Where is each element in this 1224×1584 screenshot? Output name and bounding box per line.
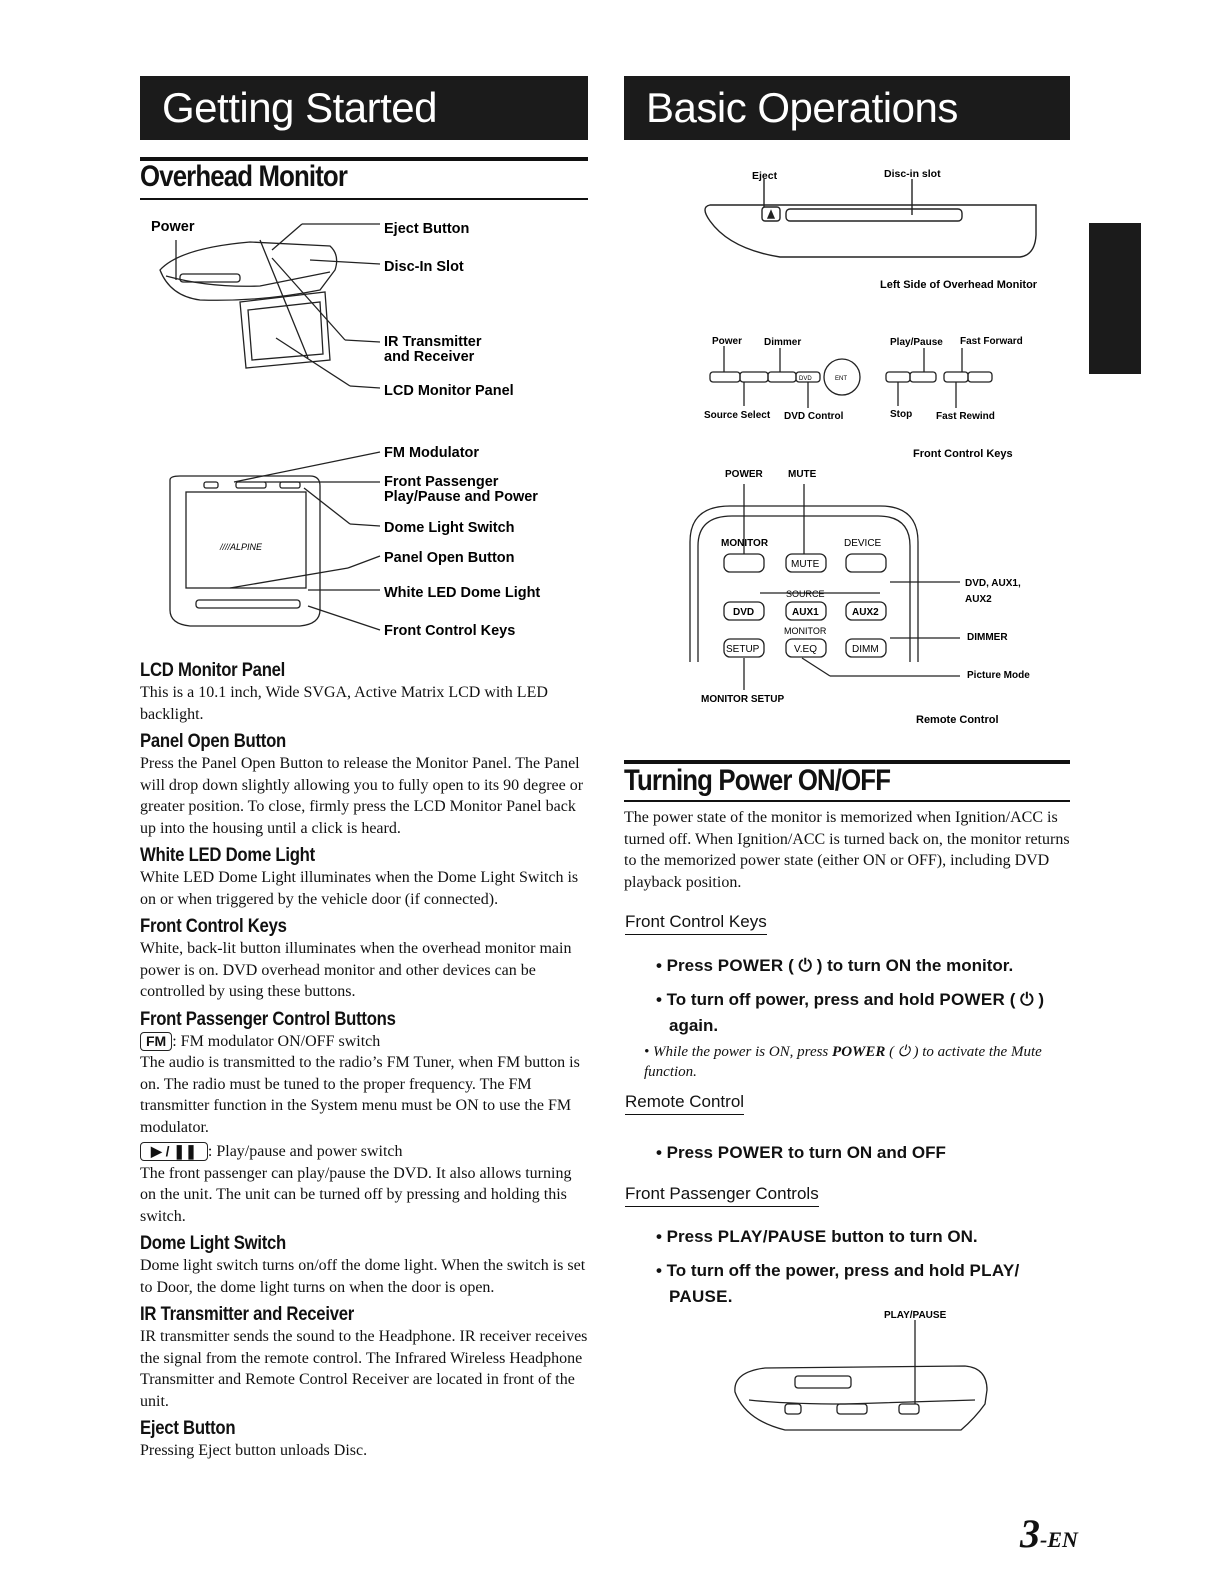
front-fast-forward-label: Fast Forward [960,336,1023,347]
side-tab [1089,223,1141,374]
power-note-key: POWER [832,1044,886,1060]
bullet-power-off-key: POWER [939,990,1006,1009]
bullet-play-pause-on [656,1224,1076,1250]
ent-btn-label: ENT [835,376,847,382]
bullet-pp-on-pre: • Press [656,1227,718,1246]
front-power-label: Power [712,336,743,347]
remote-mute-btn: MUTE [791,559,820,570]
front-passenger-label: Front Passenger [384,474,499,490]
panel-open-button-label: Panel Open Button [384,550,515,566]
dome-light-heading: Dome Light Switch [140,1233,286,1254]
bullet-pp-off-key: PLAY/ [969,1261,1020,1280]
power-glyph-icon: ( ⏻ ) [783,956,828,975]
front-keys-caption: Front Control Keys [913,448,1013,460]
remote-mute-top: MUTE [788,469,817,480]
front-stop-label: Stop [890,409,913,420]
page-number-suffix: -EN [1040,1527,1078,1552]
remote-dvd-btn: DVD [733,607,755,618]
white-led-text: White LED Dome Light illuminates when the Dome Light Switch is on or when triggered by the vehicle door (if connected). [140,869,579,908]
page-number-digit: 3 [1020,1511,1040,1556]
front-passenger-heading: Front Passenger Control Buttons [140,1008,396,1030]
bullet-power-on-key: POWER [717,956,784,975]
bullet-power-on-post: to turn ON the monitor. [827,956,1014,975]
bullet-power-on [656,953,1076,979]
lcd-monitor-panel-text: This is a 10.1 inch, Wide SVGA, Active Matrix LCD with LED backlight. [140,684,548,723]
monitor-housing [160,242,337,300]
front-control-keys-heading: Front Control Keys [140,916,287,937]
remote-setup-btn: SETUP [726,644,760,655]
bullet-power-on-pre: • Press [656,956,718,975]
remote-aux1-btn: AUX1 [792,607,819,618]
remote-monitor-setup-label: MONITOR SETUP [701,694,785,705]
front-dvd-control-label: DVD Control [784,411,844,422]
panel-open-button-text: Press the Panel Open Button to release the Monitor Panel. The Panel will drop down slightly allowing you to fully open to its 90 degree or greater position. To close, firmly press the LCD Monitor Panel back up into the housing until a click is heard. [140,755,584,837]
panel-open-button-heading: Panel Open Button [140,731,286,752]
bullet-power-off-pre: • To turn off power, press and hold [656,990,940,1009]
left-side-diagram [690,165,1070,300]
monitor-side-diagram [140,210,600,410]
bullet-remote-power [656,1140,1076,1166]
bullet-pp-off-pre: • To turn off the power, press and hold [656,1261,970,1280]
play-pause-chip: ▶ / ❚❚ [140,1142,208,1161]
remote-veq-btn: V.EQ [794,644,817,655]
remote-control-diagram [690,462,1070,732]
turning-power-title: Turning Power ON/OFF [624,764,891,797]
front-passenger-label-2: Play/Pause and Power [384,489,538,505]
front-control-keys-subheading: Front Control Keys [625,912,767,935]
fm-switch-line [140,1031,590,1053]
remote-monitor-label: MONITOR [721,538,769,549]
brand-logo: ////ALPINE [220,542,263,552]
turning-power-intro: The power state of the monitor is memorized when Ignition/ACC is turned off. When Ignition/ACC is turned back on, the monitor returns to the memorized power state (either ON or OFF), including DVD playback position. [624,809,1070,891]
passenger-housing [735,1366,987,1430]
remote-dvd-aux-label: DVD, AUX1, [965,578,1021,589]
power-note [644,1042,1074,1082]
bullet-remote-key: POWER [717,1143,784,1162]
fm-description: The audio is transmitted to the radio’s FM Tuner, when FM button is on. The radio must be tuned to the proper frequency. The FM transmitter function in the System menu must be ON to use the FM modulator. [140,1054,580,1136]
eject-button-label: Eject Button [384,221,470,237]
basic-operations-banner: Basic Operations [624,76,1070,140]
page-number [1020,1510,1078,1557]
monitor-front-diagram [140,440,600,640]
remote-dimmer-label: DIMMER [967,632,1008,643]
lcd-monitor-panel-label: LCD Monitor Panel [384,383,514,399]
ir-text: IR transmitter sends the sound to the Headphone. IR receiver receives the signal from the remote control. The Infrared Wireless Headphone Transmitter and Remote Control Receiver are located in front of the unit. [140,1328,588,1410]
left-side-caption: Left Side of Overhead Monitor [880,279,1038,291]
front-source-select-label: Source Select [704,410,771,421]
front-control-keys-diagram [700,330,1040,465]
bullet-pp-on-post: button to turn ON. [826,1227,978,1246]
fm-chip: FM [140,1032,172,1051]
eject-label: Eject [752,170,778,182]
front-passenger-diagram [725,1300,1015,1440]
play-pause-text: : Play/pause and power switch [207,1143,403,1160]
front-passenger-subheading: Front Passenger Controls [625,1184,819,1207]
power-note-post: to activate the Mute function. [644,1044,1042,1080]
disc-in-slot-label: Disc-In Slot [384,259,464,275]
ir-receiver-label: and Receiver [384,349,475,365]
remote-device-label: DEVICE [844,538,882,549]
side-housing [705,205,1036,257]
front-play-pause-label: Play/Pause [890,337,943,348]
bullet-pp-on-key: PLAY/PAUSE [717,1227,827,1246]
lcd-monitor-panel-heading: LCD Monitor Panel [140,660,286,681]
power-glyph-icon-3: ( ⏻ ) [885,1044,923,1060]
turning-power-rule-bottom [624,800,1070,802]
play-pause-diagram-label: PLAY/PAUSE [884,1310,947,1321]
remote-picture-mode-label: Picture Mode [967,670,1030,681]
ir-transmitter-label: IR Transmitter [384,334,482,350]
bullet-play-pause-off-2 [669,1284,733,1310]
dome-light-switch-label: Dome Light Switch [384,520,515,536]
bullet-play-pause-off [656,1258,1076,1284]
section-rule-bottom [140,198,588,200]
fm-modulator-label: FM Modulator [384,445,480,461]
white-led-label: White LED Dome Light [384,585,541,601]
front-control-keys-label: Front Control Keys [384,623,516,639]
remote-dimm-btn: DIMM [852,644,879,655]
remote-aux2-label: AUX2 [965,594,992,605]
white-led-heading: White LED Dome Light [140,845,315,866]
bullet-remote-pre: • Press [656,1143,718,1162]
fm-switch-text: : FM modulator ON/OFF switch [172,1032,381,1050]
overhead-monitor-title: Overhead Monitor [140,160,348,193]
power-label: Power [151,219,195,235]
eject-text: Pressing Eject button unloads Disc. [140,1442,368,1459]
front-dimmer-label: Dimmer [764,337,802,348]
disc-in-slot-label-right: Disc-in slot [884,168,941,180]
play-pause-line [140,1141,590,1163]
bullet-pp-off-key-2: PAUSE. [669,1287,733,1306]
bullet-remote-post: to turn ON and OFF [783,1143,946,1162]
ir-heading: IR Transmitter and Receiver [140,1304,355,1325]
front-control-keys-text: White, back-lit button illuminates when the overhead monitor main power is on. DVD overhead monitor and other devices can be controlled by using these buttons. [140,940,572,1000]
power-note-pre: • While the power is ON, press [644,1044,833,1060]
remote-power-top: POWER [725,469,763,480]
getting-started-banner: Getting Started [140,76,588,140]
remote-source-label: SOURCE [786,589,825,599]
eject-heading: Eject Button [140,1418,236,1439]
remote-aux2-btn: AUX2 [852,607,879,618]
left-sections [140,660,590,1462]
power-glyph-icon-2: ( ⏻ ) [1005,990,1044,1009]
remote-caption: Remote Control [916,714,999,726]
bullet-power-off [656,987,1076,1013]
dvd-btn-label: DVD [799,376,812,382]
bullet-power-off-again: again. [669,1016,719,1035]
dome-light-text: Dome light switch turns on/off the dome light. When the switch is set to Door, the dome light turns on when the door is open. [140,1257,586,1296]
remote-monitor-group: MONITOR [784,626,827,636]
remote-control-subheading: Remote Control [625,1092,744,1115]
play-pause-description: The front passenger can play/pause the DVD. It also allows turning on the unit. The unit can be turned off by pressing and holding this switch. [140,1164,572,1225]
front-fast-rewind-label: Fast Rewind [936,411,995,422]
